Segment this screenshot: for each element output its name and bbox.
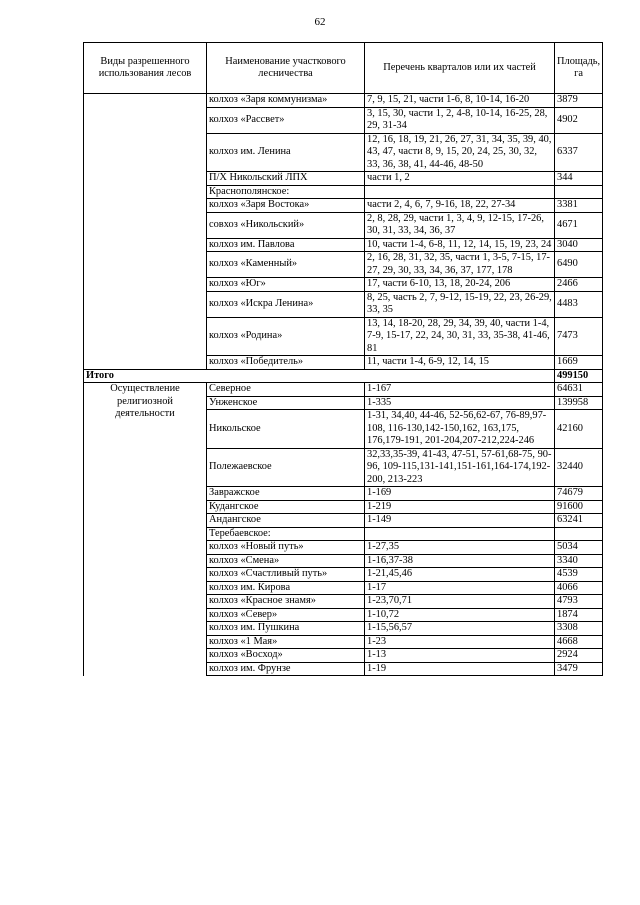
forestry-name-cell: колхоз «Победитель» <box>207 356 365 370</box>
use-type-cell: Осуществление религиозной деятельности <box>84 383 207 676</box>
quarters-cell: 1-17 <box>365 581 555 595</box>
forestry-name-cell: Теребаевское: <box>207 527 365 541</box>
forestry-name-cell: колхоз «1 Мая» <box>207 635 365 649</box>
page-number: 62 <box>314 16 326 28</box>
quarters-cell: 1-219 <box>365 500 555 514</box>
forestry-name-cell: колхоз «Искра Ленина» <box>207 291 365 317</box>
quarters-cell: 10, части 1-4, 6-8, 11, 12, 14, 15, 19, 23, 24 <box>365 238 555 252</box>
quarters-cell <box>365 527 555 541</box>
quarters-cell: 1-16,37-38 <box>365 554 555 568</box>
forestry-name-cell: Унженское <box>207 396 365 410</box>
area-cell: 1874 <box>555 608 603 622</box>
area-cell: 3479 <box>555 662 603 676</box>
quarters-cell: 1-27,35 <box>365 541 555 555</box>
forestry-name-cell: колхоз «Смена» <box>207 554 365 568</box>
area-cell: 2466 <box>555 278 603 292</box>
header-forestry-name: Наименование участкового лесничества <box>207 43 365 94</box>
area-cell: 7473 <box>555 317 603 356</box>
header-quarters: Перечень кварталов или их частей <box>365 43 555 94</box>
total-area: 499150 <box>555 369 603 383</box>
total-label: Итого <box>84 369 555 383</box>
quarters-cell: 1-23,70,71 <box>365 595 555 609</box>
area-cell: 2924 <box>555 649 603 663</box>
quarters-cell: 1-149 <box>365 514 555 528</box>
quarters-cell: 1-21,45,46 <box>365 568 555 582</box>
area-cell: 3340 <box>555 554 603 568</box>
forestry-name-cell: Андангское <box>207 514 365 528</box>
area-cell: 3040 <box>555 238 603 252</box>
table-header-row <box>84 43 603 94</box>
forestry-name-cell: колхоз «Рассвет» <box>207 107 365 133</box>
area-cell: 3308 <box>555 622 603 636</box>
area-cell: 6337 <box>555 133 603 172</box>
quarters-cell: 1-10,72 <box>365 608 555 622</box>
forestry-name-cell: колхоз им. Ленина <box>207 133 365 172</box>
area-cell: 139958 <box>555 396 603 410</box>
header-use-type: Виды разрешенного использования лесов <box>84 43 207 94</box>
area-cell: 42160 <box>555 410 603 449</box>
area-cell: 63241 <box>555 514 603 528</box>
area-cell: 64631 <box>555 383 603 397</box>
forestry-name-cell: колхоз «Восход» <box>207 649 365 663</box>
total-row <box>84 369 603 383</box>
quarters-cell: 1-13 <box>365 649 555 663</box>
area-cell <box>555 185 603 199</box>
area-cell: 1669 <box>555 356 603 370</box>
forestry-name-cell: колхоз им. Павлова <box>207 238 365 252</box>
forestry-name-cell: колхоз «Родина» <box>207 317 365 356</box>
forestry-name-cell: колхоз «Север» <box>207 608 365 622</box>
quarters-cell: 2, 8, 28, 29, части 1, 3, 4, 9, 12-15, 17-26, 30, 31, 33, 34, 36, 37 <box>365 212 555 238</box>
forestry-name-cell: колхоз «Счастливый путь» <box>207 568 365 582</box>
section-continued <box>84 94 603 370</box>
area-cell <box>555 527 603 541</box>
area-cell: 91600 <box>555 500 603 514</box>
forestry-name-cell: Краснополянское: <box>207 185 365 199</box>
forestry-name-cell: Завражское <box>207 487 365 501</box>
forestry-name-cell: колхоз «Красное знамя» <box>207 595 365 609</box>
forestry-name-cell: Кудангское <box>207 500 365 514</box>
forestry-name-cell: колхоз «Юг» <box>207 278 365 292</box>
area-cell: 4671 <box>555 212 603 238</box>
quarters-cell: 11, части 1-4, 6-9, 12, 14, 15 <box>365 356 555 370</box>
use-type-cell <box>84 94 207 370</box>
forest-use-table <box>83 42 603 676</box>
quarters-cell: 1-169 <box>365 487 555 501</box>
forestry-name-cell: колхоз «Каменный» <box>207 252 365 278</box>
area-cell: 4793 <box>555 595 603 609</box>
area-cell: 6490 <box>555 252 603 278</box>
area-cell: 3879 <box>555 94 603 108</box>
quarters-cell: 8, 25, часть 2, 7, 9-12, 15-19, 22, 23, 26-29, 33, 35 <box>365 291 555 317</box>
forestry-name-cell: колхоз «Заря коммунизма» <box>207 94 365 108</box>
forestry-name-cell: П/Х Никольский ЛПХ <box>207 172 365 186</box>
quarters-cell: части 1, 2 <box>365 172 555 186</box>
forestry-name-cell: колхоз «Заря Востока» <box>207 199 365 213</box>
quarters-cell: 1-15,56,57 <box>365 622 555 636</box>
quarters-cell: 12, 16, 18, 19, 21, 26, 27, 31, 34, 35, 39, 40, 43, 47, части 8, 9, 15, 20, 24, 25, 30, 32, 33, 36, 38, 41, 44-46, 48-50 <box>365 133 555 172</box>
table-row <box>84 383 603 397</box>
forestry-name-cell: Никольское <box>207 410 365 449</box>
quarters-cell: 7, 9, 15, 21, части 1-6, 8, 10-14, 16-20 <box>365 94 555 108</box>
forestry-name-cell: колхоз им. Фрунзе <box>207 662 365 676</box>
area-cell: 5034 <box>555 541 603 555</box>
area-cell: 4066 <box>555 581 603 595</box>
area-cell: 32440 <box>555 448 603 487</box>
area-cell: 4539 <box>555 568 603 582</box>
quarters-cell: 13, 14, 18-20, 28, 29, 34, 39, 40, части 1-4, 7-9, 15-17, 22, 24, 30, 31, 33, 35-38, 41-46, 81 <box>365 317 555 356</box>
forestry-name-cell: Северное <box>207 383 365 397</box>
quarters-cell <box>365 185 555 199</box>
quarters-cell: 1-23 <box>365 635 555 649</box>
quarters-cell: 17, части 6-10, 13, 18, 20-24, 206 <box>365 278 555 292</box>
forestry-name-cell: колхоз им. Пушкина <box>207 622 365 636</box>
quarters-cell: 1-31, 34,40, 44-46, 52-56,62-67, 76-89,97-108, 116-130,142-150,162, 163,175, 176,179-191, 201-204,207-212,224-246 <box>365 410 555 449</box>
quarters-cell: 3, 15, 30, части 1, 2, 4-8, 10-14, 16-25, 28, 29, 31-34 <box>365 107 555 133</box>
quarters-cell: части 2, 4, 6, 7, 9-16, 18, 22, 27-34 <box>365 199 555 213</box>
forestry-name-cell: совхоз «Никольский» <box>207 212 365 238</box>
forestry-name-cell: Полежаевское <box>207 448 365 487</box>
quarters-cell: 1-167 <box>365 383 555 397</box>
area-cell: 4483 <box>555 291 603 317</box>
area-cell: 4668 <box>555 635 603 649</box>
quarters-cell: 32,33,35-39, 41-43, 47-51, 57-61,68-75, 90-96, 109-115,131-141,151-161,164-174,192-200, 213-223 <box>365 448 555 487</box>
quarters-cell: 2, 16, 28, 31, 32, 35, части 1, 3-5, 7-15, 17-27, 29, 30, 33, 34, 36, 37, 177, 178 <box>365 252 555 278</box>
forestry-name-cell: колхоз им. Кирова <box>207 581 365 595</box>
area-cell: 3381 <box>555 199 603 213</box>
area-cell: 4902 <box>555 107 603 133</box>
area-cell: 344 <box>555 172 603 186</box>
quarters-cell: 1-335 <box>365 396 555 410</box>
section-religious <box>84 383 603 676</box>
quarters-cell: 1-19 <box>365 662 555 676</box>
header-area: Площадь, га <box>555 43 603 94</box>
table-row <box>84 94 603 108</box>
area-cell: 74679 <box>555 487 603 501</box>
forestry-name-cell: колхоз «Новый путь» <box>207 541 365 555</box>
